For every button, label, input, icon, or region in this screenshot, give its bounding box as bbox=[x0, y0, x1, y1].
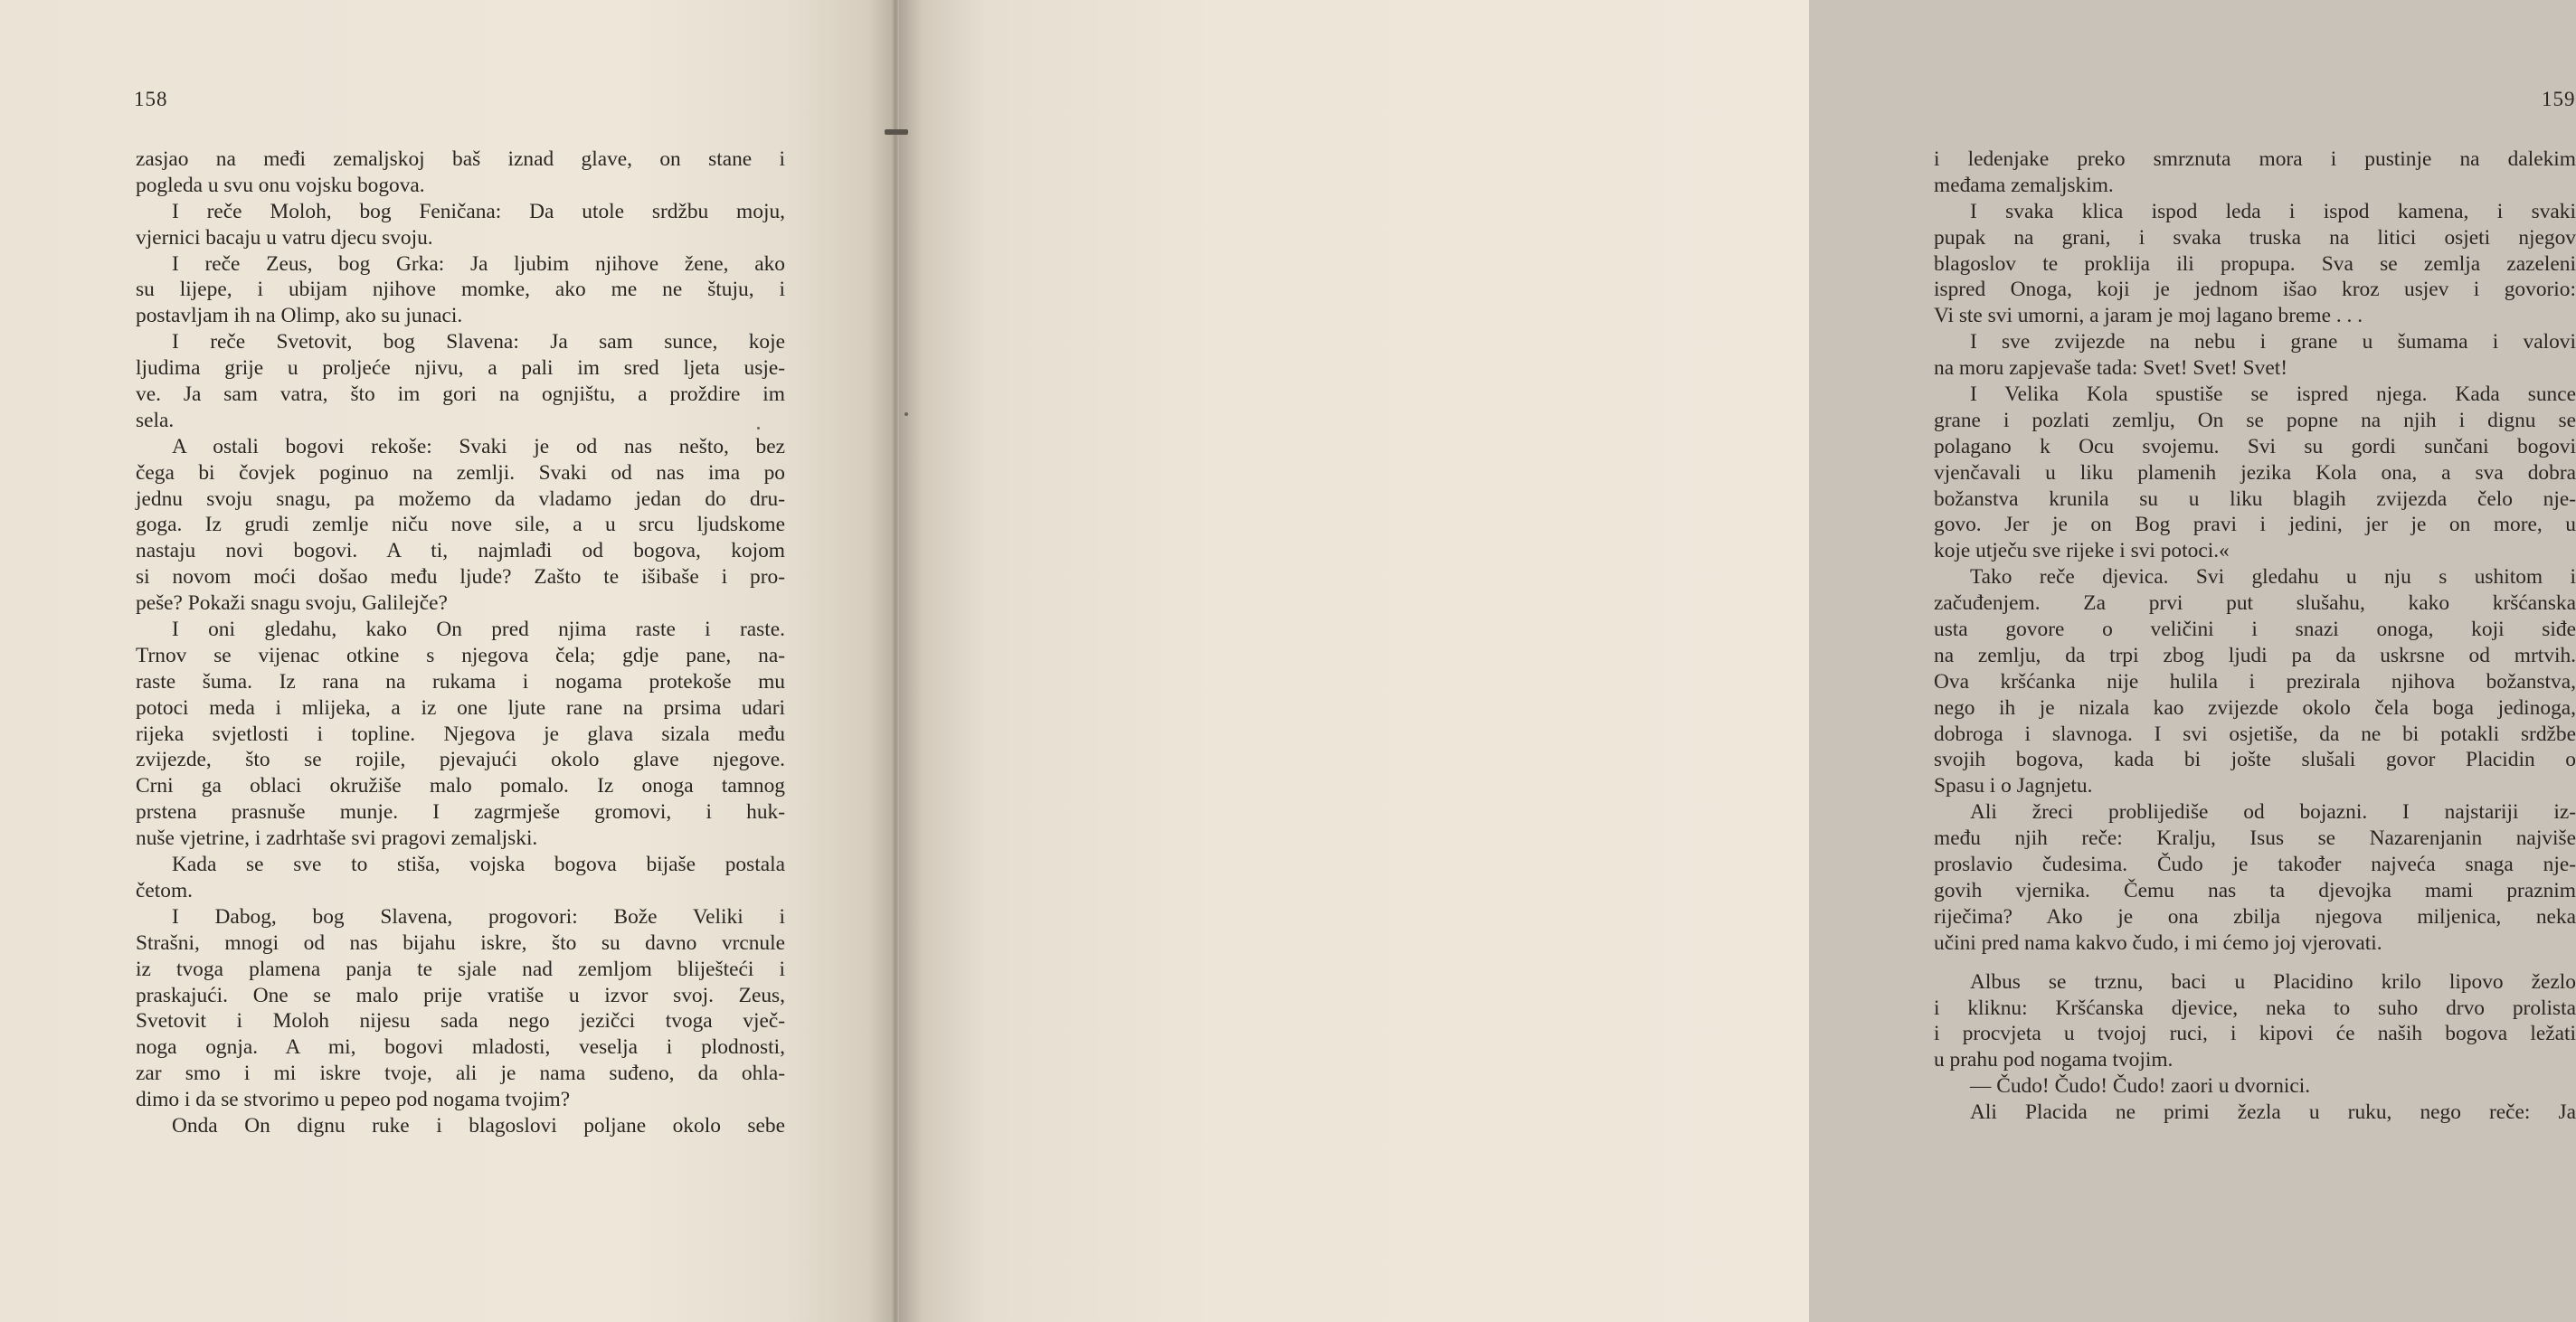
text-line: jednu svoju snagu, pa možemo da vladamo jedan do dru- bbox=[136, 486, 785, 511]
text-line: prstena prasnuše munje. I zagrmješe gromovi, i huk- bbox=[136, 800, 785, 825]
text-line: zasjao na međi zemaljskoj baš iznad glave, on stane i bbox=[136, 147, 785, 171]
text-line: I oni gledahu, kako On pred njima raste i raste. bbox=[172, 618, 785, 642]
text-line: i procvjeta u tvojoj ruci, i kipovi će naših bogova ležati bbox=[1934, 1022, 2576, 1046]
text-line: čega bi čovjek poginuo na zemlji. Svaki od nas ima po bbox=[136, 460, 785, 485]
text-line: ljudima grije u proljeće njivu, a pali im sred ljeta usje- bbox=[136, 356, 785, 381]
text-line: usta govore o veličini i snazi onoga, koji siđe bbox=[1934, 618, 2576, 642]
text-line: četom. bbox=[136, 878, 193, 902]
text-line: potoci meda i mlijeka, a iz one ljute rane na prsima udari bbox=[136, 695, 785, 720]
text-line: proslavio čudesima. Čudo je također najveća snaga nje- bbox=[1934, 853, 2576, 877]
text-line: koje utječu sve rijeke i svi potoci.« bbox=[1934, 539, 2230, 563]
text-line: nego ih je nizala kao zvijezde okolo čela boga jedinoga, bbox=[1934, 695, 2576, 720]
text-line: Spasu i o Jagnjetu. bbox=[1934, 774, 2093, 798]
paragraph-gap bbox=[1934, 957, 2576, 969]
text-line: na zemlju, da trpi zbog ljudi pa da uskrsne od mrtvih. bbox=[1934, 643, 2576, 667]
text-line: Svetovit i Moloh nijesu sada nego jezičci tvoga vječ- bbox=[136, 1009, 785, 1034]
text-line: Onda On dignu ruke i blagoslovi poljane okolo sebe bbox=[172, 1113, 785, 1138]
text-line: ispred Onoga, koji je jednom išao kroz usjev i govorio: bbox=[1934, 278, 2576, 302]
text-line: u prahu pod nogama tvojim. bbox=[1934, 1048, 2174, 1072]
page-number-left: 158 bbox=[134, 88, 168, 110]
text-line: Ali žreci problijediše od bojazni. I najstariji iz- bbox=[1970, 800, 2576, 825]
text-line: postavljam ih na Olimp, ako su junaci. bbox=[136, 304, 463, 328]
text-line: ve. Ja sam vatra, što im gori na ognjištu, a proždire im bbox=[136, 382, 785, 407]
text-line: polagano k Ocu svojemu. Svi su gordi sunčani bogovi bbox=[1934, 434, 2576, 458]
text-line: praskajući. One se malo prije vratiše u izvor svoj. Zeus, bbox=[136, 983, 785, 1007]
text-line: iz tvoga plamena panja te sjale nad zemljom bliješteći i bbox=[136, 957, 785, 981]
paper-speck bbox=[904, 412, 908, 416]
paper-speck bbox=[757, 427, 760, 430]
text-line: riječima? Ako je ona zbilja njegova miljenica, neka bbox=[1934, 904, 2576, 929]
text-line: rijeka svjetlosti i topline. Njegova je glava sizala među bbox=[136, 722, 785, 746]
text-line: među njih reče: Kralju, Isus se Nazarenjanin najviše bbox=[1934, 826, 2576, 851]
text-line: Tako reče djevica. Svi gledahu u nju s ushitom i bbox=[1970, 565, 2576, 590]
text-line: i ledenjake preko smrznuta mora i pustinje na dalekim bbox=[1934, 147, 2576, 171]
text-line: vjernici bacaju u vatru djecu svoju. bbox=[136, 225, 433, 250]
text-line: Kada se sve to stiša, vojska bogova bijaše postala bbox=[172, 853, 785, 877]
text-line: I svaka klica ispod leda i ispod kamena, i svaki bbox=[1970, 199, 2576, 223]
text-line: vjenčavali u liku plamenih jezika Kola ona, a sva dobra bbox=[1934, 460, 2576, 485]
text-line: pogleda u svu onu vojsku bogova. bbox=[136, 173, 425, 197]
text-line: Albus se trznu, baci u Placidino krilo lipovo žezlo bbox=[1970, 969, 2576, 994]
text-line: Ali Placida ne primi žezla u ruku, nego reče: Ja bbox=[1970, 1100, 2576, 1125]
text-line: dimo i da se stvorimo u pepeo pod nogama tvojim? bbox=[136, 1088, 571, 1112]
right-page-text bbox=[1934, 146, 2576, 1126]
text-line: začuđenjem. Za prvi put slušahu, kako kršćanska bbox=[1934, 591, 2576, 616]
text-line: blagoslov te proklija ili propupa. Sva se zemlja zazeleni bbox=[1934, 251, 2576, 276]
text-line: međama zemaljskim. bbox=[1934, 173, 2114, 197]
text-line: govo. Jer je on Bog pravi i jedini, jer je on more, u bbox=[1934, 513, 2576, 537]
right-page bbox=[895, 0, 2576, 1322]
text-line: božanstva krunila su u liku blagih zvijezda čelo nje- bbox=[1934, 486, 2576, 511]
text-line: I reče Zeus, bog Grka: Ja ljubim njihove žene, ako bbox=[172, 251, 785, 276]
text-line: I Dabog, bog Slavena, progovori: Bože Veliki i bbox=[172, 904, 785, 929]
left-page-text bbox=[136, 146, 785, 1139]
bookmark-thread bbox=[885, 129, 908, 135]
text-line: dobroga i slavnoga. I svi osjetiše, da ne bi potakli srdžbe bbox=[1934, 722, 2576, 746]
text-line: učini pred nama kakvo čudo, i mi ćemo joj vjerovati. bbox=[1934, 930, 2382, 955]
text-line: Crni ga oblaci okružiše malo pomalo. Iz onoga tamnog bbox=[136, 774, 785, 798]
text-line: — Čudo! Čudo! Čudo! zaori u dvornici. bbox=[1970, 1074, 2311, 1099]
page-number-right: 159 bbox=[2542, 88, 2576, 110]
text-line: A ostali bogovi rekoše: Svaki je od nas nešto, bez bbox=[172, 434, 785, 458]
text-line: su lijepe, i ubijam njihove momke, ako me ne štuju, i bbox=[136, 278, 785, 302]
text-line: peše? Pokaži snagu svoju, Galilejče? bbox=[136, 591, 448, 616]
text-line: I sve zvijezde na nebu i grane u šumama i valovi bbox=[1970, 330, 2576, 354]
text-line: zar smo i mi iskre tvoje, ali je nama suđeno, da ohla- bbox=[136, 1062, 785, 1086]
text-line: noga ognja. A mi, bogovi mladosti, veselja i plodnosti, bbox=[136, 1035, 785, 1060]
text-line: Trnov se vijenac otkine s njegova čela; gdje pane, na- bbox=[136, 643, 785, 667]
text-line: I reče Svetovit, bog Slavena: Ja sam sunce, koje bbox=[172, 330, 785, 354]
text-line: pupak na grani, i svaka truska na litici osjeti njegov bbox=[1934, 225, 2576, 250]
text-line: grane i pozlati zemlju, On se popne na njih i dignu se bbox=[1934, 408, 2576, 432]
text-line: I Velika Kola spustiše se ispred njega. Kada sunce bbox=[1970, 382, 2576, 407]
text-line: Strašni, mnogi od nas bijahu iskre, što su davno vrcnule bbox=[136, 930, 785, 955]
text-line: si novom moći došao među ljude? Zašto te išibaše i pro- bbox=[136, 565, 785, 590]
text-line: zvijezde, što se rojile, pjevajući okolo glave njegove. bbox=[136, 748, 785, 772]
text-line: nuše vjetrine, i zadrhtaše svi pragovi zemaljski. bbox=[136, 826, 538, 851]
text-line: sela. bbox=[136, 408, 175, 432]
text-line: govih vjernika. Čemu nas ta djevojka mami praznim bbox=[1934, 878, 2576, 902]
text-line: svojih bogova, kada bi jošte slušali govor Placidin o bbox=[1934, 748, 2576, 772]
text-line: i kliknu: Kršćanska djevice, neka to suho drvo prolista bbox=[1934, 996, 2576, 1020]
text-line: goga. Iz grudi zemlje niču nove sile, a u srcu ljudskome bbox=[136, 513, 785, 537]
text-line: I reče Moloh, bog Feničana: Da utole srdžbu moju, bbox=[172, 199, 785, 223]
text-line: Vi ste svi umorni, a jaram je moj lagano breme . . . bbox=[1934, 304, 2363, 328]
text-line: na moru zapjevaše tada: Svet! Svet! Svet! bbox=[1934, 356, 2288, 381]
left-page bbox=[0, 0, 895, 1322]
text-line: raste šuma. Iz rana na rukama i nogama protekoše mu bbox=[136, 669, 785, 694]
book-gutter bbox=[892, 0, 899, 1322]
text-line: nastaju novi bogovi. A ti, najmlađi od bogova, kojom bbox=[136, 539, 785, 563]
text-line: Ova kršćanka nije hulila i prezirala njihova božanstva, bbox=[1934, 669, 2576, 694]
